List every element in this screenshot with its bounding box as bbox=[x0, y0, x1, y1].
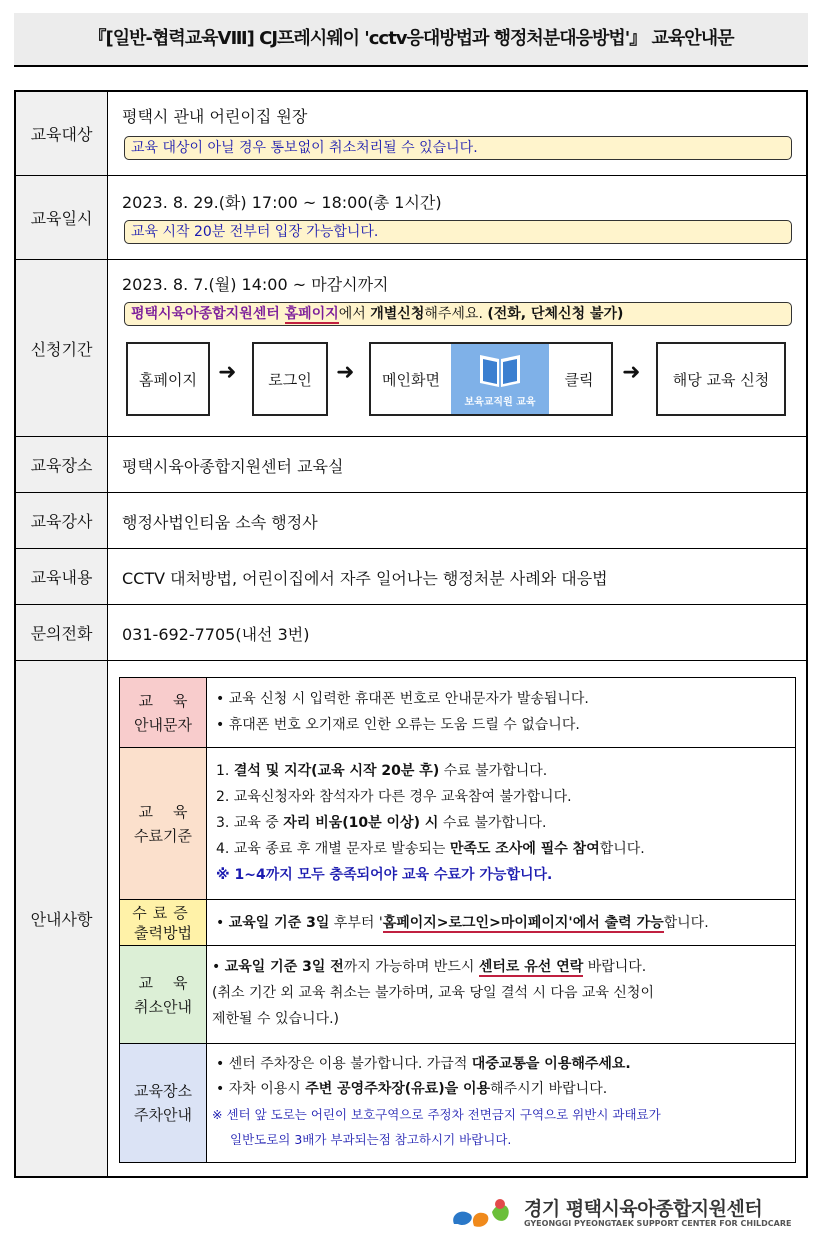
row-phone bbox=[16, 605, 806, 661]
row-place bbox=[16, 437, 806, 493]
parking-text: • 센터 주차장은 이용 불가합니다. 가급적 대중교통을 이용해주세요. • 자차 이용시 주변 공영주차장(유료)을 이용해주시기 바랍니다. ※ 센터 앞 도로는 어린이 보호구역으로 주정차 전면금지 구역으로 위반시 과태료가 일반도로의 3배가 부과되는점 참고하시기 바랍니다. bbox=[212, 1056, 661, 1147]
target-note: 교육 대상이 아닐 경우 통보없이 취소처리될 수 있습니다. bbox=[124, 136, 792, 160]
sms-label: 교육 안내문자 bbox=[120, 678, 207, 747]
place-text: 평택시육아종합지원센터 교육실 bbox=[122, 457, 344, 476]
sms-row bbox=[120, 678, 795, 748]
parking-row bbox=[120, 1044, 795, 1162]
row-datetime bbox=[16, 176, 806, 260]
document-title: 『[일반-협력교육Ⅷ] CJ프레시웨이 'cctv응대방법과 행정처분대응방법'』 교육안내문 bbox=[14, 13, 808, 67]
row-label: 교육일시 bbox=[16, 176, 108, 259]
book-icon bbox=[477, 351, 523, 389]
completion-text: 1. 결석 및 지각(교육 시작 20분 후) 수료 불가합니다. 2. 교육신청자와 참석자가 다른 경우 교육참여 불가합니다. 3. 교육 중 자리 비움(10분 이상) 시 수료 불가합니다. 4. 교육 종료 후 개별 문자로 발송되는 만족도 조사에 필수 참여합니다. ※ 1~4까지 모두 충족되어야 교육 수료가 가능합니다. bbox=[216, 763, 645, 883]
phone-text: 031-692-7705(내선 3번) bbox=[122, 625, 310, 644]
flow-step-homepage: 홈페이지 bbox=[126, 342, 210, 416]
cancel-row bbox=[120, 946, 795, 1044]
homepage-link[interactable]: 홈페이지 bbox=[284, 306, 339, 322]
datetime-note: 교육 시작 20분 전부터 입장 가능합니다. bbox=[124, 220, 792, 244]
row-label: 교육대상 bbox=[16, 92, 108, 175]
teacher-education-banner[interactable]: 보육교직원 교육 bbox=[451, 344, 549, 414]
datetime-text: 2023. 8. 29.(화) 17:00 ~ 18:00(총 1시간) bbox=[122, 193, 442, 212]
completion-row bbox=[120, 748, 795, 900]
row-label: 교육내용 bbox=[16, 549, 108, 604]
center-logo-icon bbox=[448, 1194, 518, 1236]
row-lecturer bbox=[16, 493, 806, 549]
row-guide bbox=[16, 661, 806, 1176]
cancel-label: 교육 취소안내 bbox=[120, 946, 207, 1043]
flow-step-login: 로그인 bbox=[252, 342, 328, 416]
flow-step-main: 메인화면 보육교직원 교육 클릭 bbox=[369, 342, 613, 416]
apply-note: 평택시육아종합지원센터 홈페이지에서 개별신청해주세요. (전화, 단체신청 불가) bbox=[124, 302, 792, 326]
apply-text: 2023. 8. 7.(월) 14:00 ~ 마감시까지 bbox=[122, 275, 389, 294]
completion-label: 교육 수료기준 bbox=[120, 748, 207, 899]
center-logo bbox=[448, 1194, 808, 1236]
row-apply bbox=[16, 260, 806, 437]
row-label: 교육강사 bbox=[16, 493, 108, 548]
row-target bbox=[16, 92, 806, 176]
guide-subtable bbox=[119, 677, 796, 1163]
flow-step-apply: 해당 교육 신청 bbox=[656, 342, 786, 416]
row-label: 문의전화 bbox=[16, 605, 108, 660]
row-label: 교육장소 bbox=[16, 437, 108, 492]
center-name-english: GYEONGGI PYEONGTAEK SUPPORT CENTER FOR CHILDCARE bbox=[524, 1219, 792, 1228]
cancel-text: • 교육일 기준 3일 전까지 가능하며 반드시 센터로 유선 연락 바랍니다. (취소 기간 외 교육 취소는 불가하며, 교육 당일 결석 시 다음 교육 신청이 제한될 수 있습니다.) bbox=[212, 959, 654, 1027]
content-text: CCTV 대처방법, 어린이집에서 자주 일어나는 행정처분 사례와 대응법 bbox=[122, 569, 608, 588]
row-label: 신청기간 bbox=[16, 260, 108, 436]
sms-text: • 교육 신청 시 입력한 휴대폰 번호로 안내문자가 발송됩니다. • 휴대폰 번호 오기재로 인한 오류는 도움 드릴 수 없습니다. bbox=[216, 691, 589, 733]
arrow-icon: ➜ bbox=[622, 360, 641, 385]
arrow-icon: ➜ bbox=[336, 360, 355, 385]
certificate-text: • 교육일 기준 3일 후부터 '홈페이지>로그인>마이페이지'에서 출력 가능합니다. bbox=[216, 915, 709, 931]
arrow-icon: ➜ bbox=[218, 360, 237, 385]
certificate-row bbox=[120, 900, 795, 946]
parking-label: 교육장소 주차안내 bbox=[120, 1044, 207, 1162]
row-content bbox=[16, 549, 806, 605]
center-name: 경기 평택시육아종합지원센터 bbox=[524, 1198, 763, 1220]
target-text: 평택시 관내 어린이집 원장 bbox=[122, 107, 308, 126]
row-label: 안내사항 bbox=[16, 661, 108, 1176]
lecturer-text: 행정사법인티움 소속 행정사 bbox=[122, 513, 318, 532]
certificate-label: 수료증 출력방법 bbox=[120, 900, 207, 945]
info-table bbox=[14, 90, 808, 1178]
